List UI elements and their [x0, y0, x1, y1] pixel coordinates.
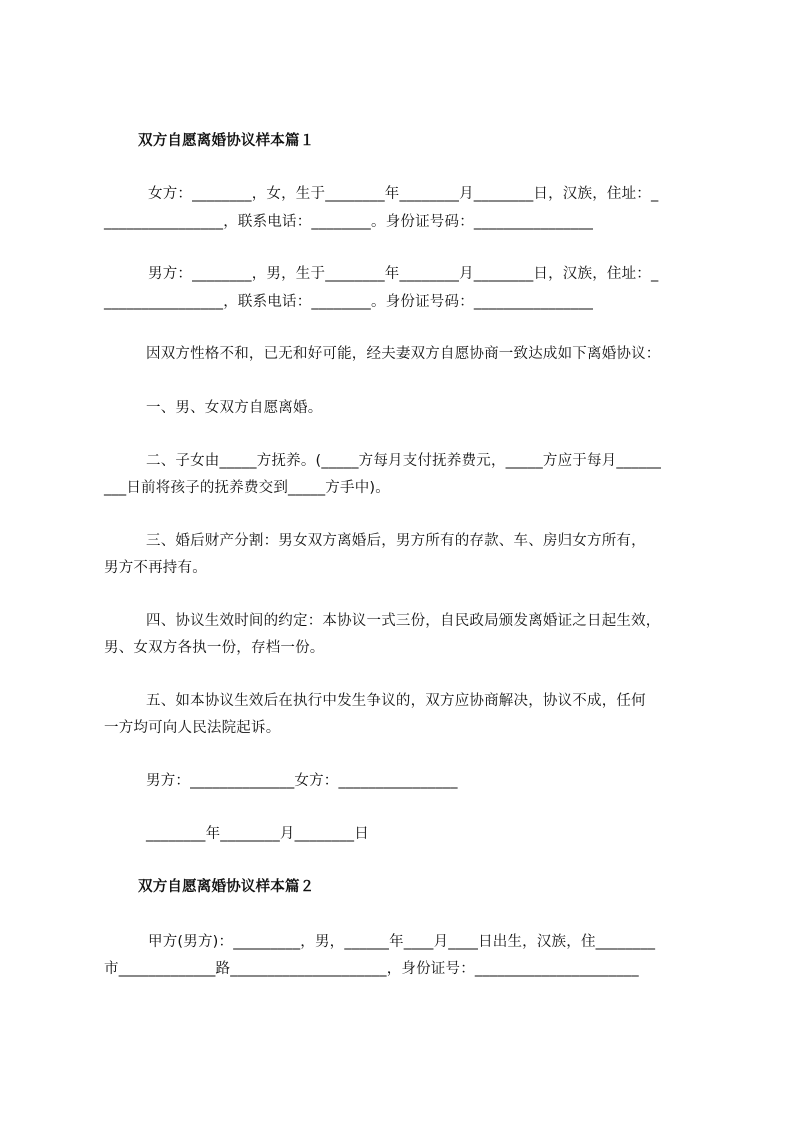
clause-4-line-1: 四、协议生效时间的约定：本协议一式三份，自民政局颁发离婚证之日起生效， [146, 613, 661, 629]
clause-5-line-2: 一方均可向人民法院起诉。 [104, 720, 281, 736]
male-party-line-2: ________________，联系电话：________。身份证号码：________________ [104, 294, 594, 310]
female-party-line-1: 女方：________，女，生于________年________月________日，汉族，住址：_ [148, 186, 659, 202]
clause-5-line-1: 五、如本协议生效后在执行中发生争议的，双方应协商解决，协议不成，任何 [146, 693, 646, 709]
section2-title: 双方自愿离婚协议样本篇２ [138, 879, 315, 895]
clause-4-line-2: 男、女双方各执一份，存档一份。 [104, 640, 325, 656]
signature-line: 男方：______________女方：________________ [146, 773, 458, 789]
section1-title: 双方自愿离婚协议样本篇１ [138, 133, 315, 149]
clause-2-line-1: 二、子女由_____方抚养。(_____方每月支付抚养费元，_____方应于每月______ [146, 453, 662, 469]
clause-3-line-2: 男方不再持有。 [104, 560, 207, 576]
party-a-line-1: 甲方(男方)：_________，男，______年____月____日出生，汉族，住________ [148, 934, 656, 950]
date-line: ________年________月________日 [146, 826, 369, 842]
intro-paragraph: 因双方性格不和，已无和好可能，经夫妻双方自愿协商一致达成如下离婚协议： [146, 346, 661, 362]
female-party-line-2: ________________，联系电话：________。身份证号码：________________ [104, 214, 594, 230]
clause-1: 一、男、女双方自愿离婚。 [146, 400, 323, 416]
party-a-line-2: 市_____________路_____________________，身份证号：______________________ [104, 961, 639, 977]
male-party-line-1: 男方：________，男，生于________年________月________日，汉族，住址：_ [148, 266, 659, 282]
clause-2-line-2: ___日前将孩子的抚养费交到_____方手中)。 [104, 480, 390, 496]
clause-3-line-1: 三、婚后财产分割：男女双方离婚后，男方所有的存款、车、房归女方所有， [146, 533, 646, 549]
